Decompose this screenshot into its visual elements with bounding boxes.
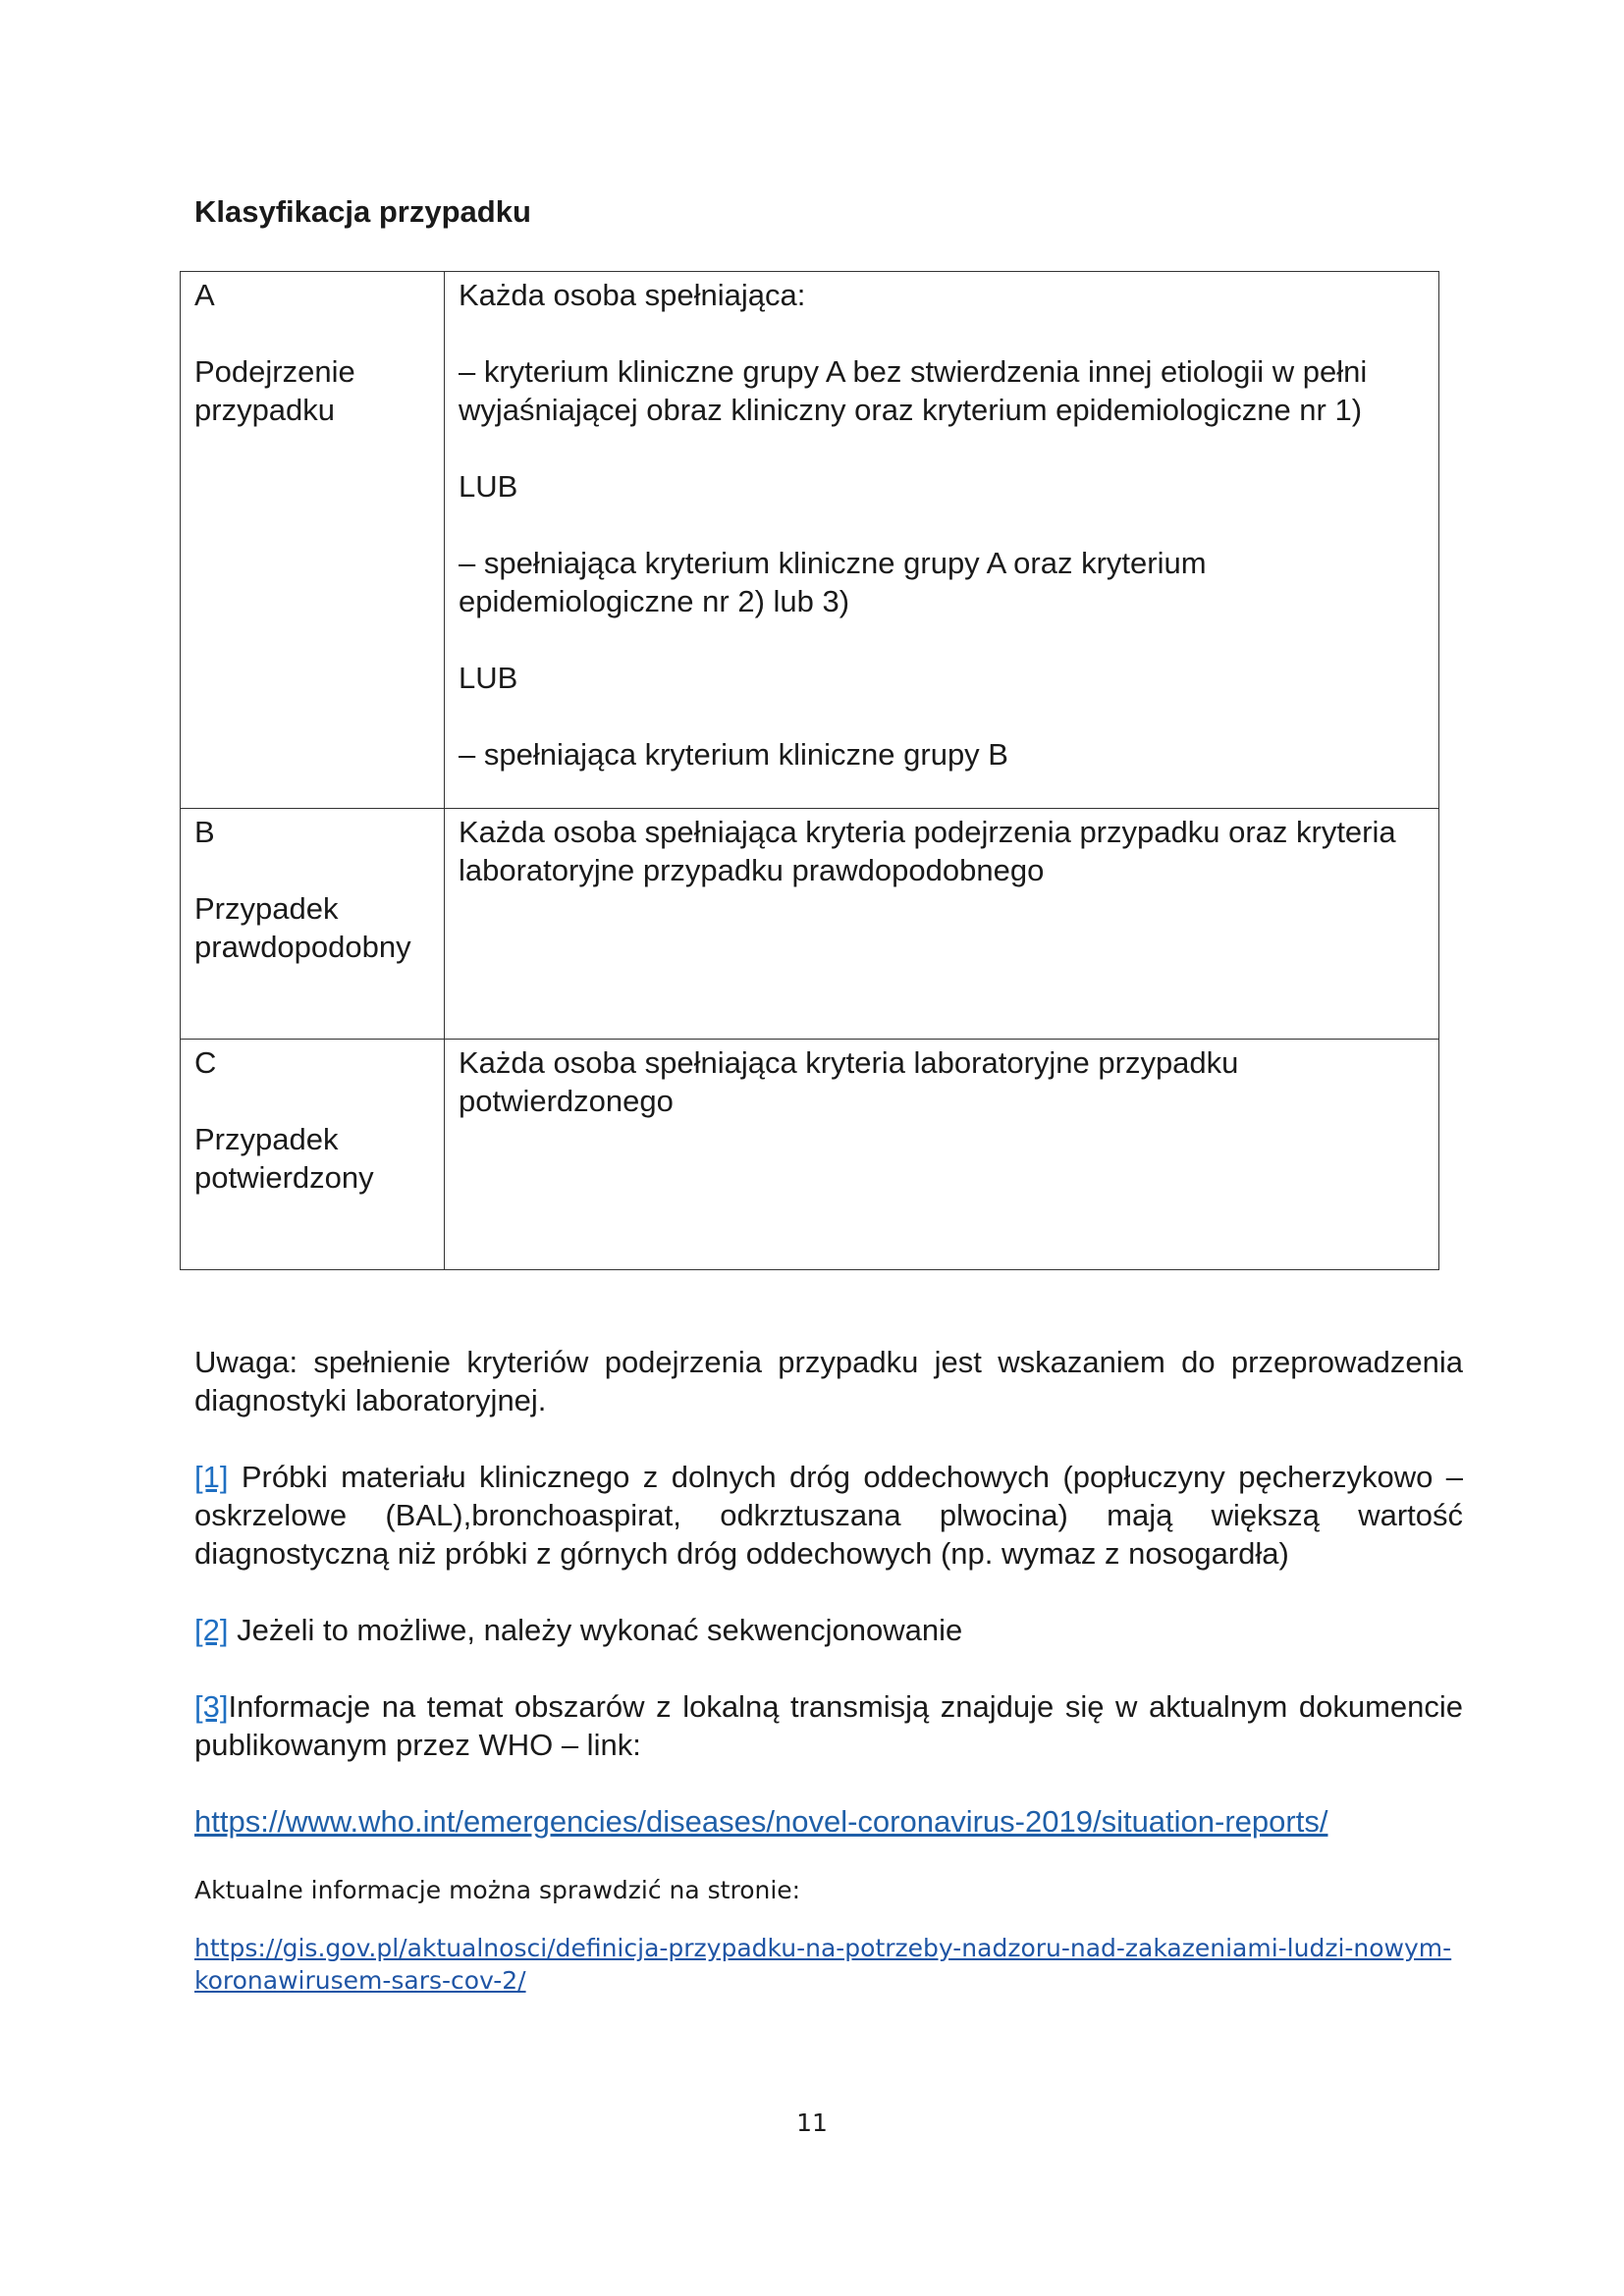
criteria-text: Każda osoba spełniająca kryteria podejrzenia przypadku oraz kryteria laboratoryjne przypadku prawdopodobnego <box>459 815 1396 887</box>
criteria-text: – kryterium kliniczne grupy A bez stwierdzenia innej etiologii w pełni wyjaśniającej obraz kliniczny oraz kryterium epidemiologiczne nr 1) <box>459 354 1368 427</box>
footnote-text: Informacje na temat obszarów z lokalną transmisją znajduje się w aktualnym dokumencie publikowanym przez WHO – link: <box>194 1689 1463 1762</box>
footnote-ref-link[interactable]: [3] <box>194 1689 229 1724</box>
footnote <box>194 1458 1463 1573</box>
category-letter: C <box>194 1045 217 1080</box>
criteria-text: – spełniająca kryterium kliniczne grupy A oraz kryterium epidemiologiczne nr 2) lub 3) <box>459 546 1207 618</box>
criteria-cell <box>445 809 1439 1040</box>
category-cell <box>181 272 445 809</box>
criteria-text: LUB <box>459 661 518 695</box>
category-label: Przypadek potwierdzony <box>194 1122 374 1195</box>
table-row <box>181 1040 1439 1270</box>
category-letter: B <box>194 815 215 849</box>
gis-info-text: Aktualne informacje można sprawdzić na stronie: <box>194 1876 801 1904</box>
note-paragraph: Uwaga: spełnienie kryteriów podejrzenia przypadku jest wskazaniem do przeprowadzenia diagnostyki laboratoryjnej. <box>194 1345 1463 1417</box>
criteria-cell <box>445 1040 1439 1270</box>
criteria-text: – spełniająca kryterium kliniczne grupy B <box>459 737 1008 772</box>
footnote <box>194 1611 1463 1649</box>
gis-link-paragraph <box>194 1932 1463 1997</box>
who-link[interactable]: https://www.who.int/emergencies/diseases/novel-coronavirus-2019/situation-reports/ <box>194 1804 1328 1839</box>
who-link-paragraph <box>194 1802 1463 1841</box>
page-number: 11 <box>796 2109 828 2137</box>
category-label: Podejrzenie przypadku <box>194 354 355 427</box>
footnote <box>194 1687 1463 1764</box>
gis-section <box>194 1874 1463 1997</box>
footnote-text: Próbki materiału klinicznego z dolnych dróg oddechowych (popłuczyny pęcherzykowo – oskrzelowe (BAL),bronchoaspirat, odkrztuszana plwocina) mają większą wartość diagnostyczną niż próbki z górnych dróg oddechowych (np. wymaz z nosogardła) <box>194 1460 1463 1571</box>
category-cell <box>181 1040 445 1270</box>
notes-section <box>194 1343 1463 2022</box>
table-row <box>181 809 1439 1040</box>
criteria-text: Każda osoba spełniająca: <box>459 278 806 312</box>
table-row <box>181 272 1439 809</box>
category-label: Przypadek prawdopodobny <box>194 891 411 964</box>
criteria-cell <box>445 272 1439 809</box>
footnote-text: Jeżeli to możliwe, należy wykonać sekwencjonowanie <box>228 1613 963 1647</box>
footnote-ref-link[interactable]: [2] <box>194 1613 229 1647</box>
category-cell <box>181 809 445 1040</box>
section-heading: Klasyfikacja przypadku <box>194 194 531 229</box>
classification-table <box>180 271 1439 1270</box>
footnote-ref-link[interactable]: [1] <box>194 1460 229 1494</box>
criteria-text: LUB <box>459 469 518 504</box>
criteria-text: Każda osoba spełniająca kryteria laboratoryjne przypadku potwierdzonego <box>459 1045 1239 1118</box>
gis-link[interactable]: https://gis.gov.pl/aktualnosci/definicja-przypadku-na-potrzeby-nadzoru-nad-zakazeniami-ludzi-nowym-koronawirusem-sars-cov-2/ <box>194 1934 1452 1995</box>
category-letter: A <box>194 278 215 312</box>
